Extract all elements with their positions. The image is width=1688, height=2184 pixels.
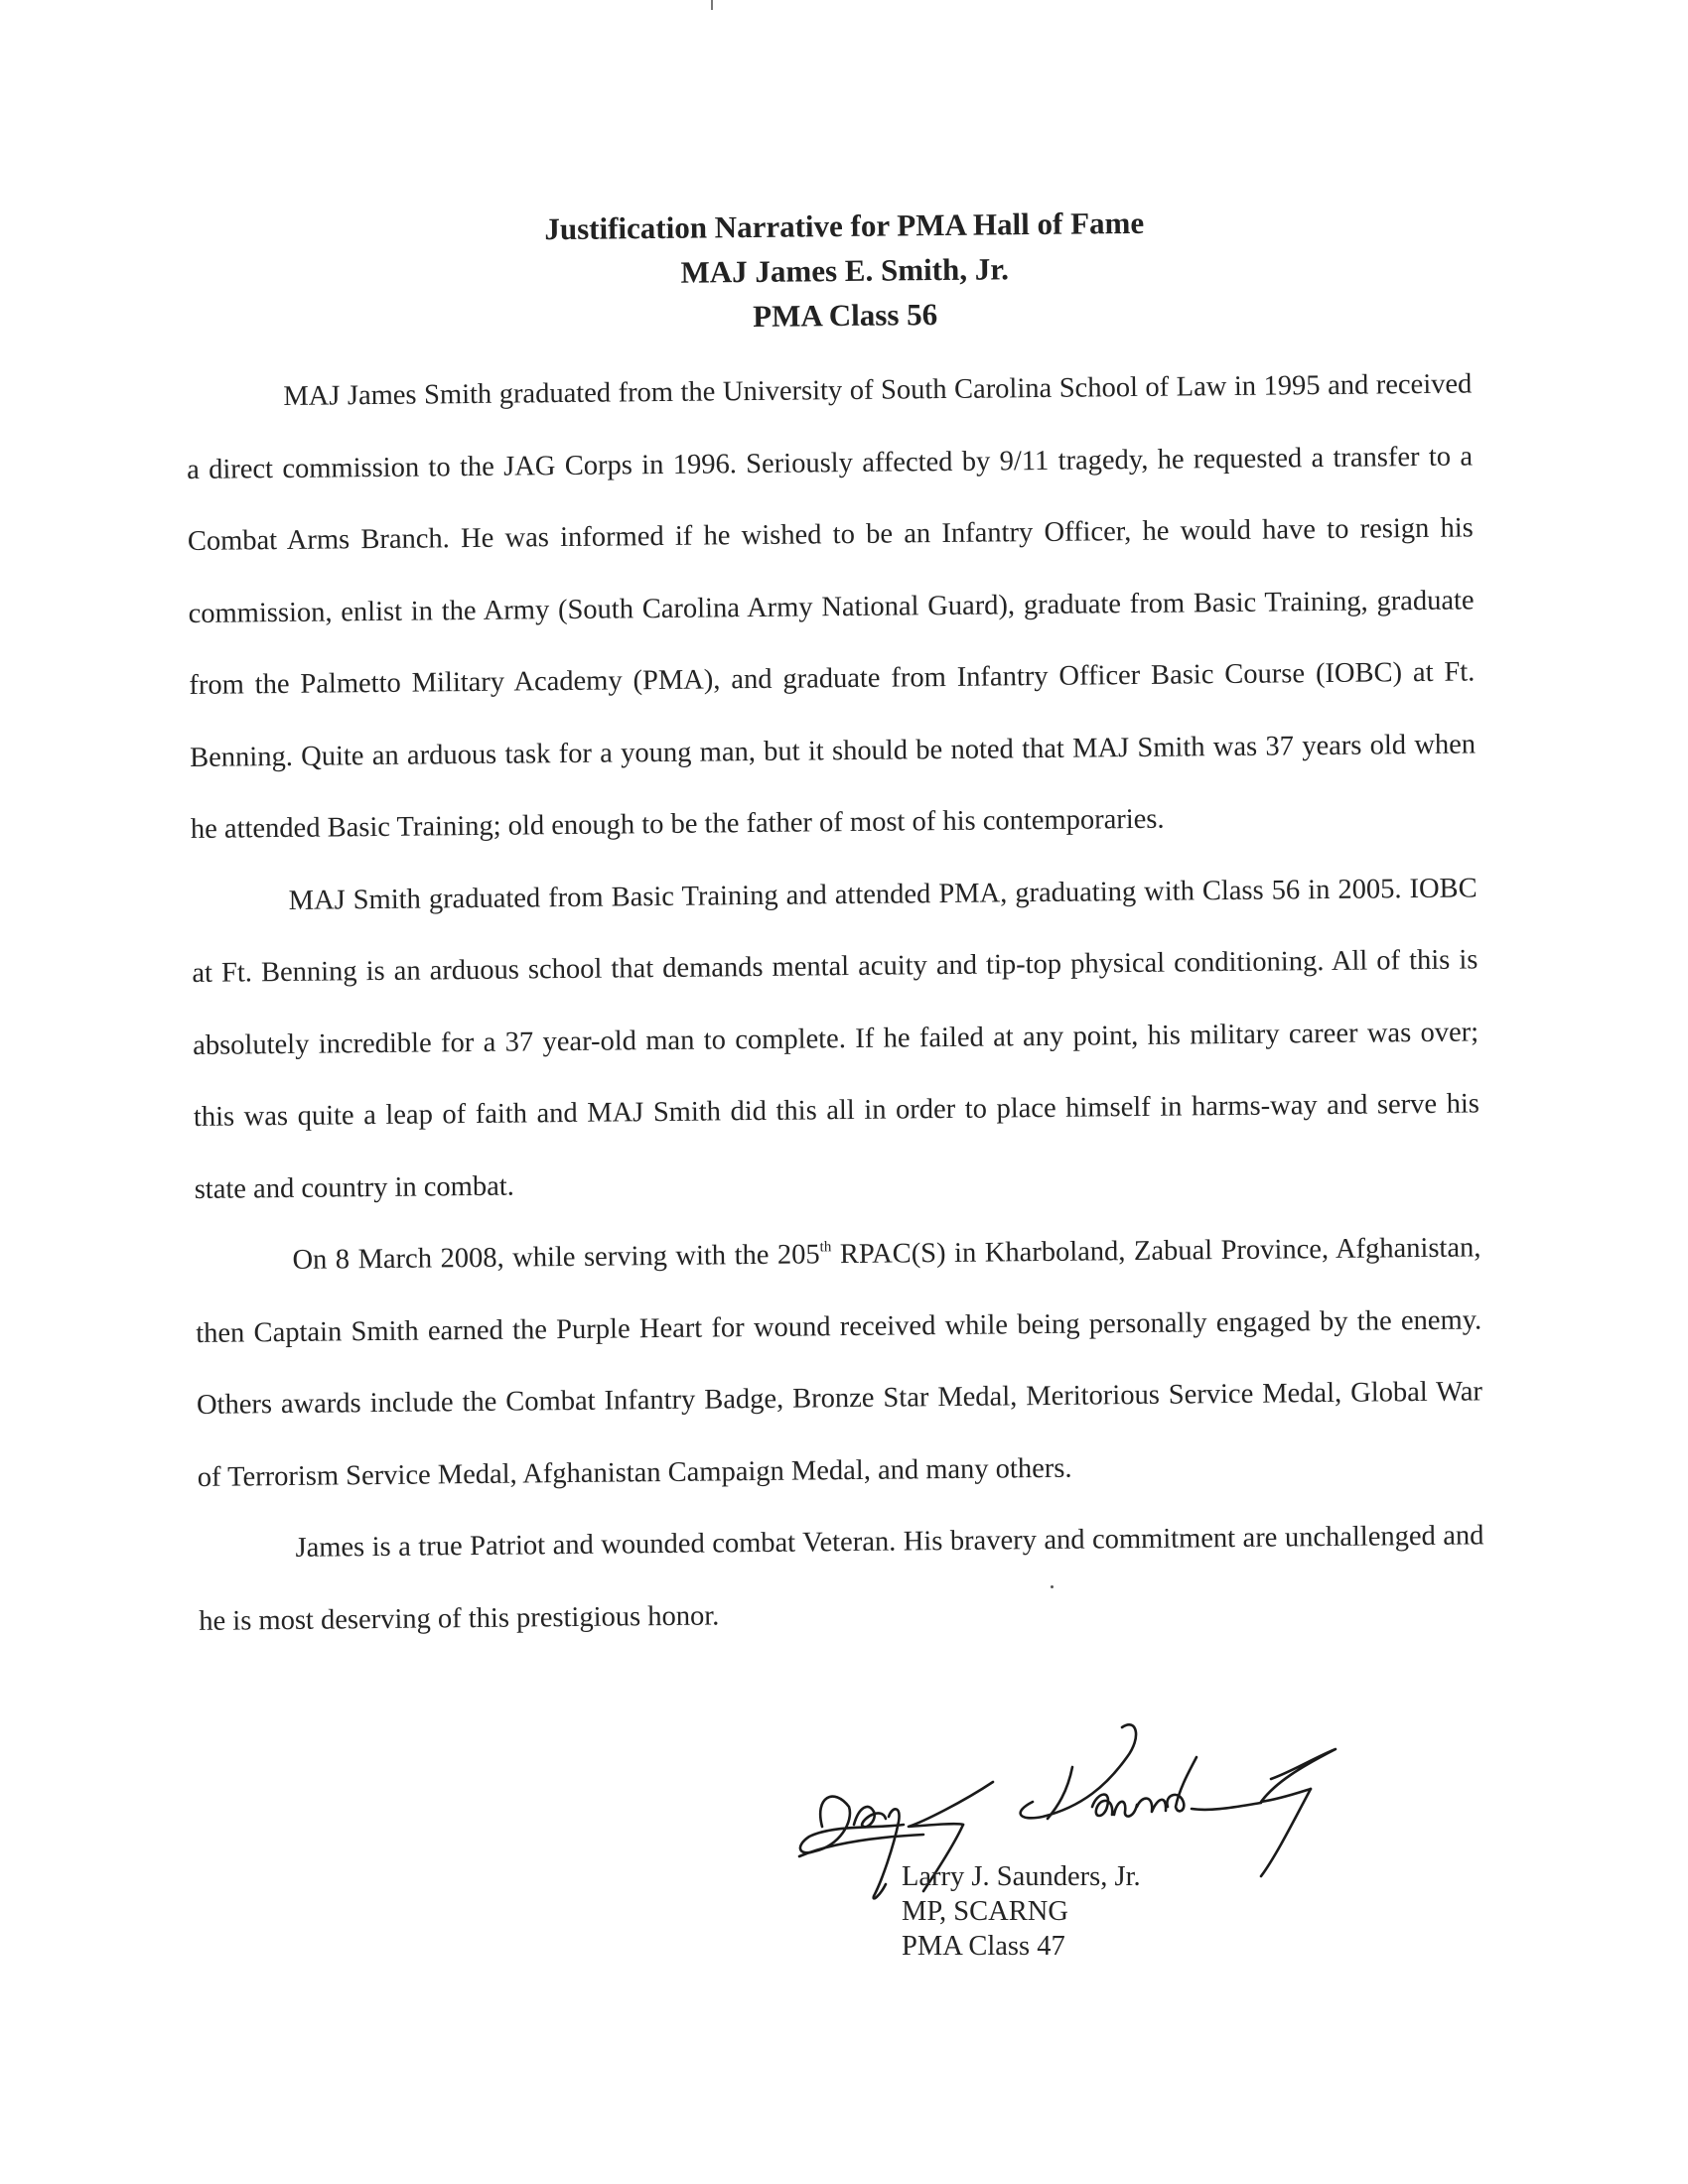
narrative-body [186,348,1485,1657]
paragraph-3-start: On 8 March 2008, while serving with the 205 [292,1239,820,1276]
paragraph-2: MAJ Smith graduated from Basic Training and attended PMA, graduating with Class 56 in 2005. IOBC at Ft. Benning is an arduous school that demands mental acuity and tip-top physical conditioning. All of this is absolutely incredible for a 37 year-old man to complete. If he failed at any point, his military career was over; this was quite a leap of faith and MAJ Smith did this all in order to place himself in harms-way and serve his state and country in combat. [192,872,1480,1205]
ordinal-superscript: th [819,1239,832,1256]
paragraph-1: MAJ James Smith graduated from the University of South Carolina School of Law in 1995 and received a direct commission to the JAG Corps in 1996. Seriously affected by 9/11 tragedy, he requested a transfer to a Combat Arms Branch. He was informed if he wished to be an Infantry Officer, he would have to resign his commission, enlist in the Army (South Carolina Army National Guard), graduate from Basic Training, graduate from the Palmetto Military Academy (PMA), and graduate from Infantry Officer Basic Course (IOBC) at Ft. Benning. Quite an arduous task for a young man, but it should be noted that MAJ Smith was 37 years old when he attended Basic Training; old enough to be the father of most of his contemporaries. [186,368,1477,845]
scan-speck [1051,1585,1054,1588]
paragraph-3 [195,1212,1483,1514]
paragraph-3-end: RPAC(S) in Kharboland, Zabual Province, Afghanistan, then Captain Smith earned the Purple Heart for wound received while being personally engaged by the enemy. Others awards include the Combat Infantry Badge, Bronze Star Medal, Meritorious Service Medal, Global War of Terrorism Service Medal, Afghanistan Campaign Medal, and many others. [196,1232,1483,1493]
scan-artifact [711,0,713,10]
signer-name: Larry J. Saunders, Jr. [902,1861,1141,1892]
signer-title: MP, SCARNG [902,1896,1068,1927]
header-title: Justification Narrative for PMA Hall of Fame [544,205,1145,247]
paragraph-4: James is a true Patriot and wounded combat Veteran. His bravery and commitment are unchallenged and he is most deserving of this prestigious honor. [199,1520,1484,1637]
document-header [298,198,1391,343]
header-nominee-name: MAJ James E. Smith, Jr. [680,251,1010,290]
signer-class: PMA Class 47 [902,1931,1065,1962]
signature-block [902,1859,1141,1964]
header-class: PMA Class 56 [752,297,938,334]
